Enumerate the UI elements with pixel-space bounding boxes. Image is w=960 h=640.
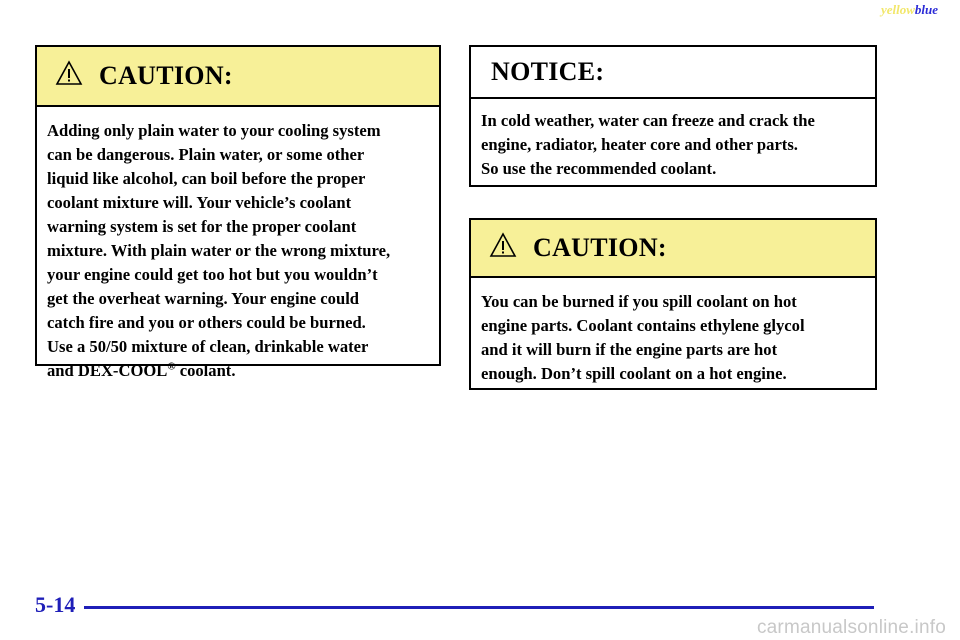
watermark: carmanualsonline.info <box>756 617 946 638</box>
warning-triangle-icon <box>489 232 517 258</box>
caution-line: coolant mixture will. Your vehicle’s coolant <box>47 193 352 212</box>
caution-body <box>471 278 875 386</box>
color-tag-blue: blue <box>914 2 938 17</box>
notice-box-cold-weather <box>469 45 877 187</box>
notice-line: So use the recommended coolant. <box>481 159 717 178</box>
caution-line: warning system is set for the proper coolant <box>47 217 357 236</box>
color-tag-yellow: yellow <box>880 2 915 17</box>
caution-line: liquid like alcohol, can boil before the proper <box>47 169 366 188</box>
color-tag <box>881 2 938 18</box>
caution-line: catch fire and you or others could be burned. <box>47 313 366 332</box>
registered-mark: ® <box>167 360 176 373</box>
notice-body <box>471 99 875 181</box>
dexcool-suffix: coolant. <box>175 361 236 380</box>
caution-box-hot-coolant <box>469 218 877 390</box>
caution-line: can be dangerous. Plain water, or some other <box>47 145 365 164</box>
caution-header <box>471 220 875 278</box>
footer-rule <box>84 606 874 609</box>
caution-line-last <box>47 359 429 383</box>
caution-line: Use a 50/50 mixture of clean, drinkable water <box>47 337 369 356</box>
notice-title: NOTICE: <box>491 57 605 86</box>
caution-line: enough. Don’t spill coolant on a hot engine. <box>481 364 787 383</box>
caution-line: mixture. With plain water or the wrong mixture, <box>47 241 391 260</box>
warning-triangle-icon <box>55 60 83 86</box>
caution-line: engine parts. Coolant contains ethylene glycol <box>481 316 805 335</box>
caution-line: Adding only plain water to your cooling system <box>47 121 381 140</box>
page-number: 5-14 <box>35 592 76 617</box>
caution-line: get the overheat warning. Your engine could <box>47 289 360 308</box>
notice-line: engine, radiator, heater core and other parts. <box>481 135 798 154</box>
caution-title: CAUTION: <box>533 233 667 262</box>
caution-body <box>37 107 439 383</box>
caution-header <box>37 47 439 107</box>
dexcool-name: and DEX-COOL <box>47 361 168 380</box>
notice-header <box>471 47 875 99</box>
caution-line: You can be burned if you spill coolant on hot <box>481 292 797 311</box>
caution-box-plain-water <box>35 45 441 380</box>
notice-line: In cold weather, water can freeze and crack the <box>481 111 815 130</box>
caution-title: CAUTION: <box>99 61 233 90</box>
caution-line: and it will burn if the engine parts are hot <box>481 340 778 359</box>
caution-line: your engine could get too hot but you wouldn’t <box>47 265 378 284</box>
